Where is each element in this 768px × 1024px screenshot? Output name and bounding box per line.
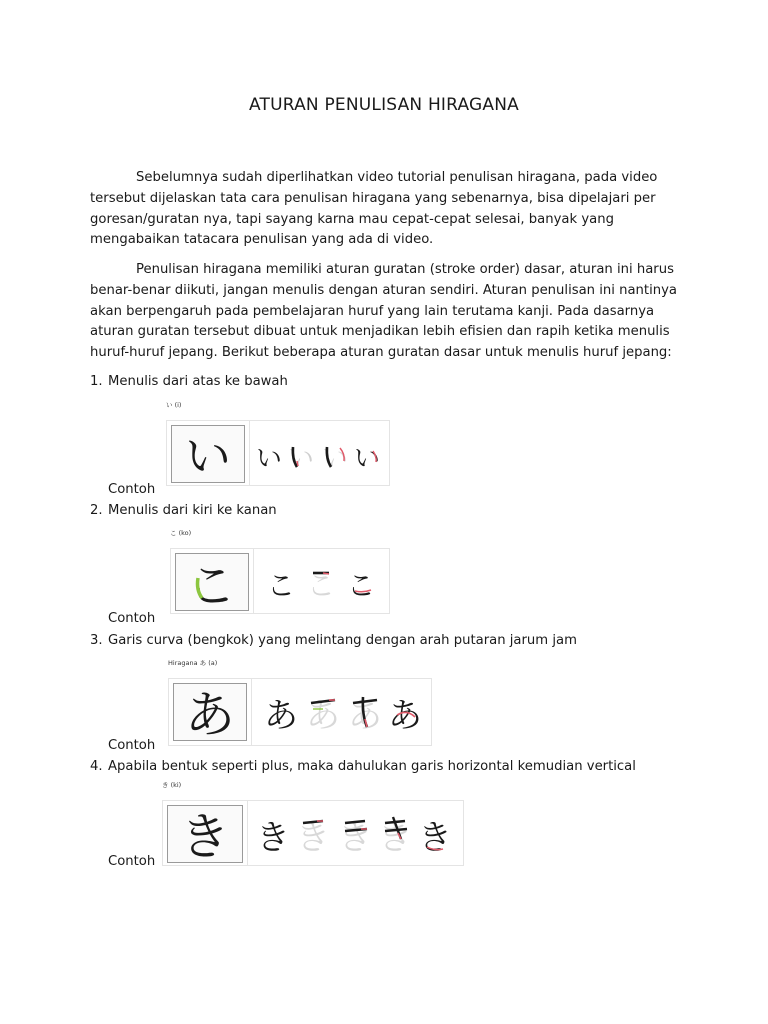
stroke-steps [257,557,385,607]
rule-item [90,373,288,391]
rule-item [90,758,636,776]
svg-text:あ: あ [264,696,298,736]
rule-text: Menulis dari kiri ke kanan [108,503,277,518]
svg-text:い: い [321,444,349,474]
glyph: あ [185,686,235,740]
stroke-order-image [162,800,464,866]
svg-text:あ: あ [306,696,340,736]
glyph: き [180,808,230,862]
svg-text:こ: こ [346,569,376,602]
glyph-box [171,425,245,483]
stroke-caption: こ (ko) [170,529,192,537]
stroke-steps [253,429,385,479]
page-title: ATURAN PENULISAN HIRAGANA [249,95,519,115]
svg-text:あ: あ [348,696,382,736]
stroke-caption: い (i) [166,401,182,409]
rule-text: Garis curva (bengkok) yang melintang dengan arah putaran jarum jam [108,633,577,648]
rule-number: 1. [90,374,103,389]
rule-item [90,632,577,650]
rule-number: 4. [90,759,103,774]
stroke-caption: き (ki) [162,781,182,789]
glyph-box [175,553,249,611]
rule-text: Apabila bentuk seperti plus, maka dahulukan garis horizontal kemudian vertical [108,759,636,774]
svg-text:あ: あ [388,696,422,736]
rule-item [90,502,277,520]
svg-text:こ: こ [266,569,296,602]
svg-text:こ: こ [306,569,336,602]
glyph-box [167,805,243,863]
paragraph-intro: Sebelumnya sudah diperlihatkan video tutorial penulisan hiragana, pada video tersebut dijelaskan tata cara penulisan hiragana yang sebenarnya, bisa dipelajari per goresan/guratan nya, tapi sayang karna mau cepat-cepat selesai, banyak yang mengabaikan tatacara penulisan yang ada di video. [90,170,658,248]
stroke-caption: Hiragana あ (a) [168,659,218,667]
stroke-steps [251,809,459,859]
example-label: Contoh [108,738,156,753]
glyph: い [185,429,231,482]
example-label: Contoh [108,854,156,869]
svg-text:い: い [255,444,283,474]
svg-text:い: い [287,444,315,474]
stroke-order-image [170,548,390,614]
svg-text:き: き [256,818,290,858]
svg-text:き: き [378,818,412,858]
rule-text: Menulis dari atas ke bawah [108,374,288,389]
glyph-box [173,683,247,741]
paragraph-stroke-order: Penulisan hiragana memiliki aturan guratan (stroke order) dasar, aturan ini harus benar-benar diikuti, jangan menulis dengan aturan sendiri. Aturan penulisan ini nantinya akan berpengaruh pada pembelajaran huruf yang lain terutama kanji. Pada dasarnya aturan guratan tersebut dibuat untuk menjadikan lebih efisien dan rapih ketika menulis huruf-huruf jepang. Berikut beberapa aturan guratan dasar untuk menulis huruf jepang: [90,262,677,361]
example-label: Contoh [108,482,156,497]
svg-text:き: き [418,818,452,858]
svg-text:い: い [353,444,381,474]
svg-text:き: き [338,818,372,858]
rule-number: 3. [90,633,103,648]
stroke-order-image [166,420,390,486]
example-label: Contoh [108,611,156,626]
rule-number: 2. [90,503,103,518]
glyph: こ [187,558,237,610]
stroke-steps [257,687,425,739]
stroke-order-image [168,678,432,746]
svg-text:き: き [296,818,330,858]
